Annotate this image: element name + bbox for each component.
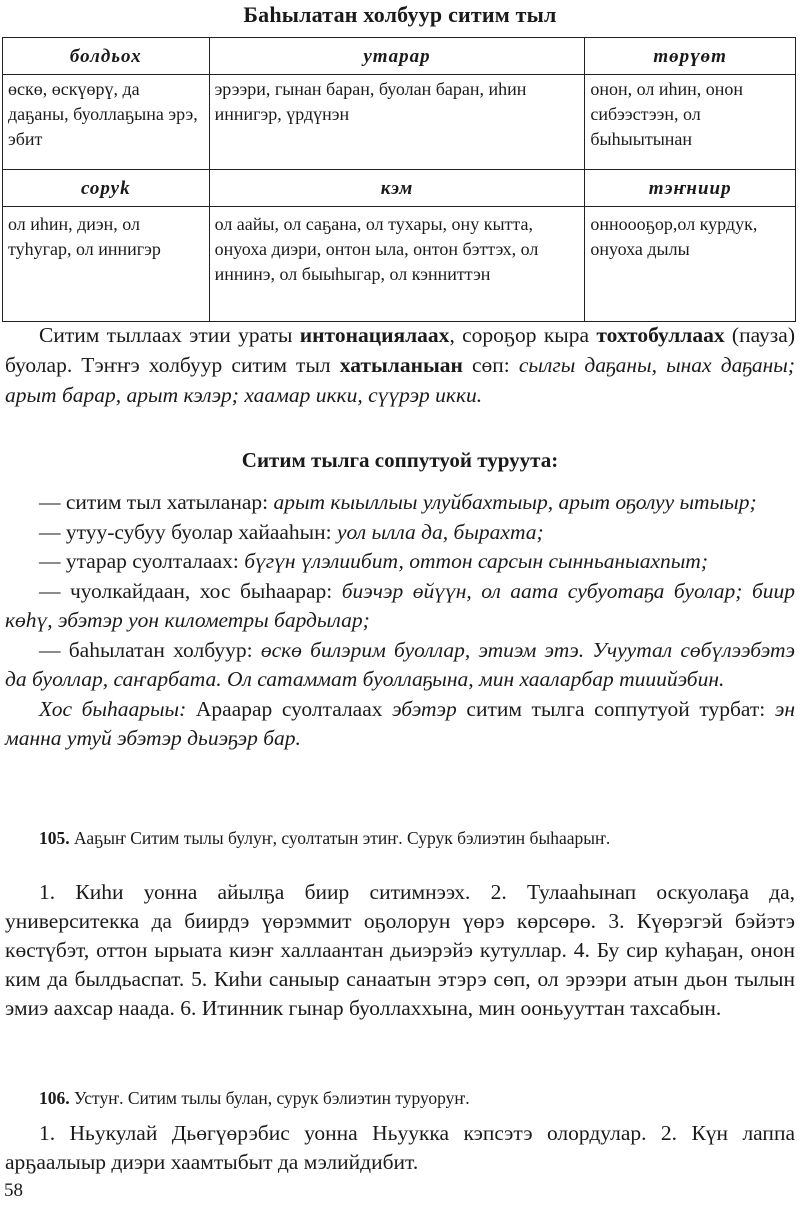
text-run: Араарар суолталаах	[186, 696, 393, 721]
rule-item	[5, 547, 795, 577]
table-cell: онноооҕор,ол курдук, онуоха дылы	[585, 207, 796, 322]
rule-item	[5, 577, 795, 636]
page-number: 58	[4, 1180, 23, 1201]
table-header: тэҥниир	[585, 170, 796, 207]
example-text: эн манна утуй эбэтэр дьиэҕэр бар.	[5, 696, 796, 750]
example-text: сылгы даҕаны, ынах даҕаны; арыт барар, арыт кэлэр; хаамар икки, сүүрэр икки.	[5, 353, 796, 407]
rule-example: уол ылла да, бырахта;	[336, 519, 544, 544]
rule-item	[5, 488, 795, 518]
rule-item	[5, 636, 795, 695]
rule-label: — ситим тыл хатыланар:	[39, 490, 274, 514]
table-header: төрүөт	[585, 38, 796, 75]
table-cell: өскө, өскүөрү, да даҕаны, буоллаҕына эрэ, эбит	[3, 75, 210, 170]
exercise-106-instruction	[5, 1086, 795, 1111]
rule-example: өскө билэрим буоллар, этиэм этэ. Учуутал сөбүлээбэтэ да буоллар, саҥарбата. Ол сатаммат буоллаҕына, мин хааларбар тииийэбин.	[5, 637, 795, 691]
table-row	[3, 75, 796, 170]
rule-example: арыт кыыллыы улуйбахтыыр, арыт оҕолуу ытыыр;	[273, 490, 757, 514]
table-header: соруk	[3, 170, 210, 207]
exercise-105-text: 1. Киһи уонна айылҕа биир ситимнээх. 2. Тулааһынап оскуолаҕа да, университекка да биирдэ үөрэммит оҕолорун үөрэ көрсөрө. 3. Күөрэгэй бэйэтэ көстүбэт, оттон ырыата киэҥ халлаантан дьиэрэйэ кутуллар. 4. Бу сир куһаҕан, онон ким да былдьаспат. 5. Киһи саныыр санаатын этэрэ сөп, ол эрээри атын дьон тылын эмиэ аахсар наада. 6. Итинник гынар буоллаххына, мин ооньууттан тахсабын.	[5, 880, 795, 1020]
exercise-105-instruction	[5, 826, 795, 851]
example-text: эбэтэр	[392, 696, 457, 721]
text-run: (пауза) буолар. Тэҥҥэ холбуур ситим тыл	[5, 323, 795, 377]
exercise-instruction: Устуҥ. Ситим тылы булан, сурук бэлиэтин туруоруҥ.	[69, 1088, 470, 1108]
bold-term: интонациялаах	[299, 323, 450, 347]
rule-label: — утуу-субуу буолар хайааһын:	[39, 519, 337, 544]
note-label: Хос быһаарыы:	[39, 696, 187, 721]
exercise-number: 105.	[39, 828, 70, 848]
rule-item	[5, 518, 795, 548]
table-cell: ол иһин, диэн, ол туһугар, ол иннигэр	[3, 207, 210, 322]
exercise-number: 106.	[39, 1088, 70, 1108]
bold-term: хатыланыан	[339, 353, 463, 377]
section-title: Баһылатан холбуур ситим тыл	[243, 2, 557, 27]
rule-example: биэчэр өйүүн, ол аата субуотаҕа буолар; биир көһү, эбэтэр уон километры бардылар;	[5, 578, 796, 632]
table-header-row	[3, 38, 796, 75]
table-header: кэм	[209, 170, 585, 207]
rule-example: бүгүн үлэлиибит, оттон сарсын сынньаныахпыт;	[244, 549, 708, 573]
comma-rules-list	[5, 488, 795, 754]
table-cell: эрээри, гынан баран, буолан баран, иһин иннигэр, үрдүнэн	[209, 75, 585, 170]
table-cell: ол аайы, ол саҕана, ол тухары, ону кытта, онуоха диэри, онтон ыла, онтон бэттэх, ол иннинэ, ол быыһыгар, ол кэнниттэн	[209, 207, 585, 322]
table-row	[3, 207, 796, 322]
rule-label: — утарар суолталаах:	[39, 549, 245, 573]
note-paragraph	[5, 695, 795, 754]
rule-label: — чуолкайдаан, хос быһаарар:	[39, 578, 342, 603]
rule-label: — баһылатан холбуур:	[39, 637, 261, 662]
table-cell: онон, ол иһин, онон сибээстээн, ол быһыытынан	[585, 75, 796, 170]
text-run: сөп:	[462, 353, 519, 377]
conjunction-table	[2, 37, 796, 322]
exercise-instruction: Ааҕыҥ Ситим тылы булуҥ, суолтатын этиҥ. Сурук бэлиэтин быһаарыҥ.	[69, 828, 611, 848]
text-run: ситим тылга соппутуой турбат:	[456, 696, 775, 721]
table-header: болдьох	[3, 38, 210, 75]
subheading: Ситим тылга соппутуой туруута:	[241, 448, 559, 472]
intro-paragraph	[5, 320, 795, 410]
text-run: , сороҕор кыра	[449, 323, 597, 347]
table-header-row	[3, 170, 796, 207]
exercise-106-text: 1. Ньукулай Дьөгүөрэбис уонна Ньуукка кэпсэтэ олордулар. 2. Күн лаппа арҕаалыыр диэри хаамтыбыт да мэлийдибит.	[5, 1121, 795, 1174]
table-header: утарар	[209, 38, 585, 75]
bold-term: тохтобуллаах	[596, 323, 725, 347]
text-run: Ситим тыллаах этии ураты	[39, 323, 300, 347]
